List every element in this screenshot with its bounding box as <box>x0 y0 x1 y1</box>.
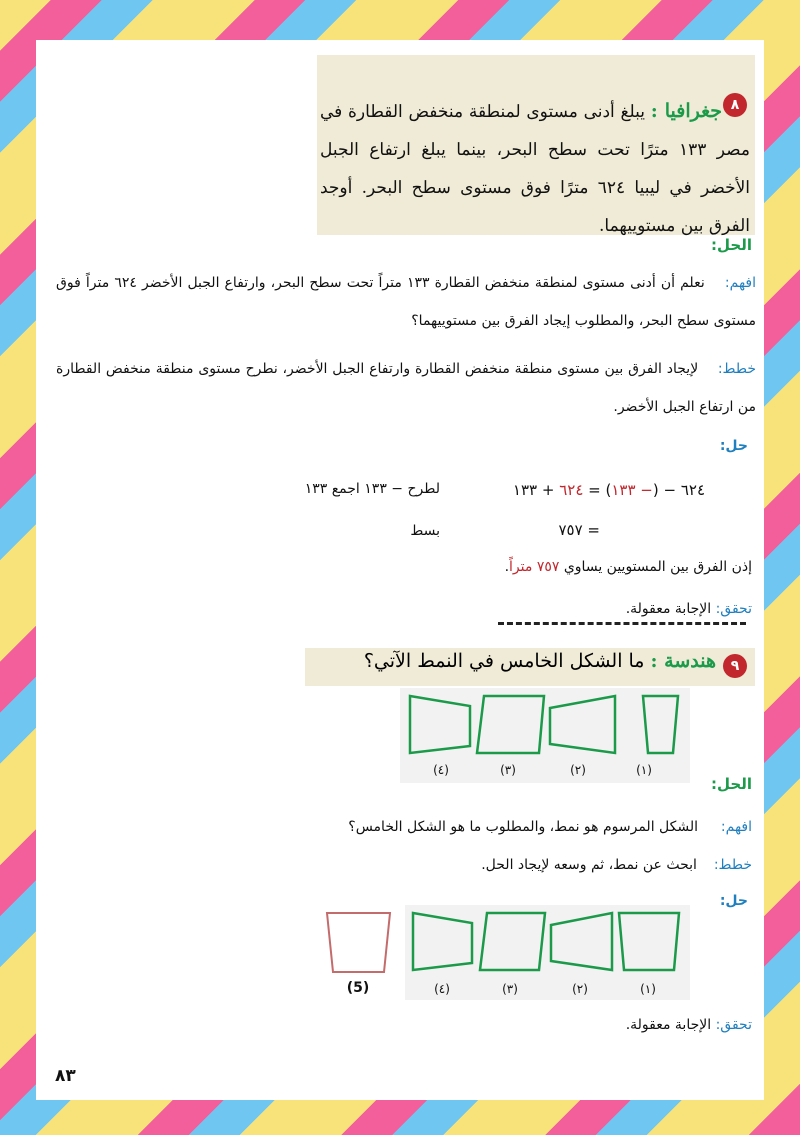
understand-8 <box>56 264 756 340</box>
pattern-caption-3: (٣) <box>500 763 516 777</box>
solve-label-9: حل: <box>719 893 748 909</box>
conclusion-8 <box>505 548 752 586</box>
problem-8-text <box>320 92 750 245</box>
check-text-8: الإجابة معقولة. <box>625 601 712 617</box>
equation-1-note: لطرح − ١٣٣ اجمع ١٣٣ <box>304 481 440 497</box>
plan-label-8: خطط: <box>717 361 756 377</box>
answer-caption-4: (٤) <box>434 982 450 996</box>
problem-9-keyword: هندسة : <box>650 650 716 672</box>
understand-label-9: افهم: <box>720 819 752 835</box>
answer-caption-5: (5) <box>346 980 370 996</box>
problem-9-number: ٩ <box>723 654 747 678</box>
plan-text-8: لإيجاد الفرق بين مستوى منطقة منخفض القطارة وارتفاع الجبل الأخضر، نطرح مستوى منطقة منخفض القطارة من ارتفاع الجبل الأخضر. <box>56 361 756 415</box>
conclusion-value: ٧٥٧ متراً <box>509 559 560 575</box>
conclusion-end: . <box>504 559 510 575</box>
understand-text-8: نعلم أن أدنى مستوى لمنطقة منخفض القطارة ١٣٣ متراً تحت سطح البحر، وارتفاع الجبل الأخضر ٦٢٤ متراً فوق مستوى سطح البحر، والمطلوب إيجاد الفرق بين مستوييهما؟ <box>56 275 756 329</box>
check-text-9: الإجابة معقولة. <box>625 1017 712 1033</box>
solve-label-8: حل: <box>719 438 748 454</box>
understand-9 <box>348 808 752 846</box>
equation-1 <box>513 481 705 499</box>
understand-text-9: الشكل المرسوم هو نمط، والمطلوب ما هو الشكل الخامس؟ <box>348 819 699 835</box>
understand-label-8: افهم: <box>724 275 756 291</box>
plan-text-9: ابحث عن نمط، ثم وسعه لإيجاد الحل. <box>481 857 697 873</box>
pattern-caption-2: (٢) <box>570 763 586 777</box>
problem-9-question: ما الشكل الخامس في النمط الآتي؟ <box>363 650 645 672</box>
problem-9-title <box>364 650 716 672</box>
problem-8-statement: يبلغ أدنى مستوى لمنطقة منخفض القطارة في مصر ١٣٣ مترًا تحت سطح البحر، بينما يبلغ ارتفاع الجبل الأخضر في ليبيا ٦٢٤ مترًا فوق مستوى سطح البحر. أوجد الفرق بين مستوييهما. <box>320 102 750 236</box>
answer-caption-2: (٢) <box>572 982 588 996</box>
check-label-9: تحقق: <box>715 1017 752 1033</box>
eq1-part-b: − ١٣٣ <box>611 481 653 499</box>
conclusion-text: إذن الفرق بين المستويين يساوي <box>559 559 752 575</box>
pattern-caption-4: (٤) <box>433 763 449 777</box>
eq1-part-c: ) = <box>583 481 612 499</box>
eq1-part-e: + ١٣٣ <box>512 481 560 499</box>
answer-shape-5 <box>327 913 390 972</box>
fifth-shape-figure <box>322 905 397 980</box>
answer-caption-1: (١) <box>640 982 656 996</box>
plan-label-9: خطط: <box>713 857 752 873</box>
check-label-8: تحقق: <box>715 601 752 617</box>
problem-8-number: ٨ <box>723 93 747 117</box>
plan-9 <box>481 846 752 884</box>
plan-8 <box>56 350 756 426</box>
equation-2: = ٧٥٧ <box>558 521 600 539</box>
answer-caption-3: (٣) <box>502 982 518 996</box>
equation-2-note: بسط <box>410 523 440 539</box>
pattern-caption-1: (١) <box>636 763 652 777</box>
eq1-part-a: ٦٢٤ − ( <box>652 481 705 499</box>
problem-8-keyword: جغرافيا : <box>650 100 722 122</box>
solution-label-8: الحل: <box>711 236 752 254</box>
eq1-part-d: ٦٢٤ <box>559 481 584 499</box>
section-divider <box>498 622 746 625</box>
solution-label-9: الحل: <box>711 775 752 793</box>
page-number: ٨٣ <box>55 1066 76 1086</box>
check-9 <box>626 1006 752 1044</box>
